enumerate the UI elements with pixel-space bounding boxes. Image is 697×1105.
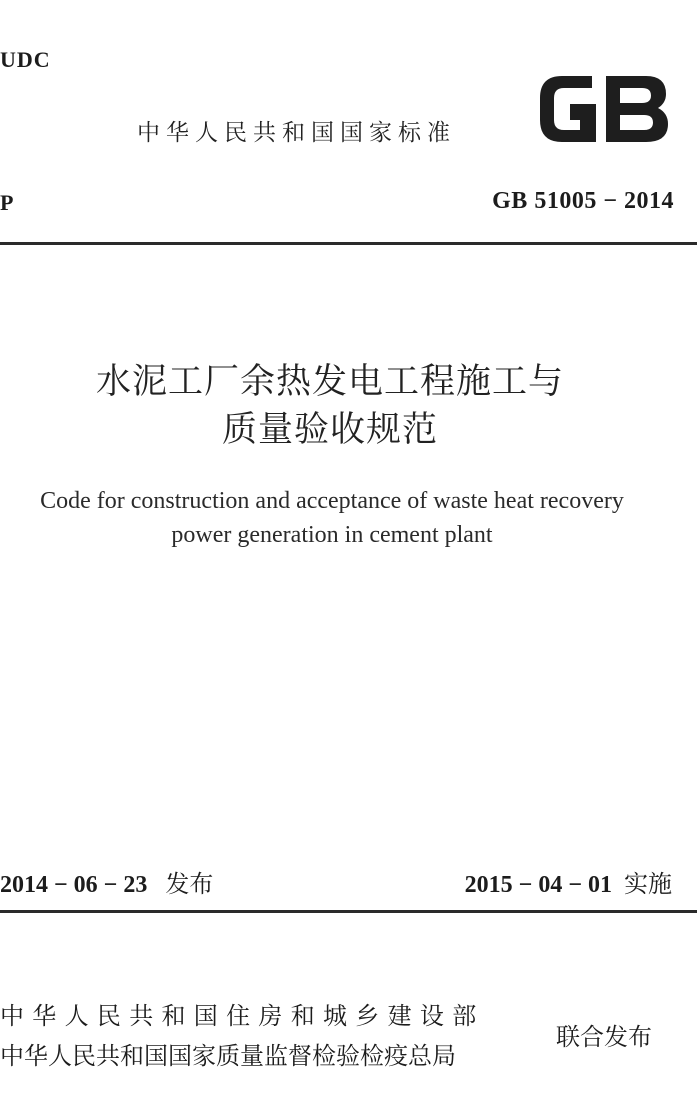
implement-date-block: [465, 864, 672, 899]
chinese-title-line2: 质量验收规范: [221, 410, 438, 450]
chinese-title-line1: 水泥工厂余热发电工程施工与: [95, 362, 564, 402]
implement-date: 2015 − 04 − 01: [464, 872, 612, 898]
joint-issue-label: 联合发布: [556, 1023, 652, 1051]
english-title-line2: power generation in cement plant: [171, 522, 493, 548]
publish-date: 2014 − 06 − 23: [0, 872, 148, 898]
english-title-line1: Code for construction and acceptance of waste heat recovery: [40, 488, 624, 514]
bottom-divider: [0, 910, 697, 913]
issuer-aqsiq: 中华人民共和国国家质量监督检验检疫总局: [0, 1042, 456, 1070]
chinese-title: [0, 358, 660, 454]
issuer-ministry-housing: 中华人民共和国住房和城乡建设部: [0, 1002, 485, 1030]
top-divider: [0, 242, 697, 245]
classification-code: P: [0, 190, 14, 215]
national-standard-title: 中华人民共和国国家标准: [137, 120, 456, 146]
english-title: [0, 484, 664, 552]
implement-label: 实施: [624, 870, 672, 898]
gb-logo: [534, 70, 674, 148]
udc-label: UDC: [0, 47, 51, 72]
publish-label: 发布: [165, 870, 214, 898]
gb-logo-icon: [534, 70, 674, 148]
publish-date-block: [0, 864, 213, 899]
standard-number: GB 51005 − 2014: [492, 188, 674, 214]
